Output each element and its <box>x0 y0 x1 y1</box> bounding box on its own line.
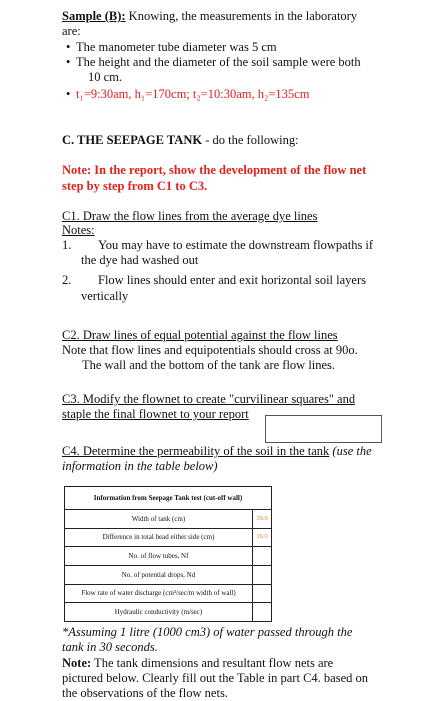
popup-box <box>265 415 382 443</box>
bullet-icon: • <box>66 55 71 69</box>
bullet-icon: • <box>66 87 71 101</box>
c4-title-cont: information in the table below) <box>62 459 218 473</box>
c2-text: Note that flow lines and equipotentials should cross at 90o. <box>62 343 358 357</box>
table-row <box>65 565 272 584</box>
table-cell-label: Flow rate of water discharge (cm³/sec/m width of wall) <box>65 584 253 603</box>
footer-note-text: The tank dimensions and resultant flow nets are <box>91 656 334 670</box>
table-cell-label: No. of flow tubes, Nf <box>65 547 253 566</box>
c2-text-cont: The wall and the bottom of the tank are flow lines. <box>82 358 336 372</box>
sample-b-intro <box>62 9 357 24</box>
c1-note-number: 1. <box>62 238 72 252</box>
bullet-icon: • <box>66 40 71 54</box>
section-c-heading: C. THE SEEPAGE TANK <box>62 133 203 147</box>
table-row <box>65 509 272 528</box>
assumption-text-cont: tank in 30 seconds. <box>62 640 158 654</box>
c1-note-number: 2. <box>62 273 72 287</box>
table-header: Information from Seepage Tank test (cut-off wall) <box>65 487 272 510</box>
sample-b-intro-text: Knowing, the measurements in the laboratory <box>125 9 358 23</box>
bullet-text: The manometer tube diameter was 5 cm <box>76 40 277 54</box>
table-row <box>65 603 272 622</box>
table-header-row <box>65 487 272 510</box>
bullet-continuation: 10 cm. <box>88 70 123 84</box>
table-cell-value <box>253 565 272 584</box>
table-cell-label: Hydraulic conductivity (m/sec) <box>65 603 253 622</box>
c3-title: C3. Modify the flownet to create "curvilinear squares" and <box>62 392 356 406</box>
bullet-item <box>66 40 277 55</box>
table-cell-value: 39.0 <box>253 509 272 528</box>
seepage-table <box>64 486 272 622</box>
section-c-heading-rest: - do the following: <box>202 133 299 147</box>
footer-note-cont: pictured below. Clearly fill out the Table in part C4. based on <box>62 671 368 685</box>
sample-b-heading: Sample (B): <box>62 9 126 23</box>
c1-note-text-cont: vertically <box>81 289 129 303</box>
report-note: Note: In the report, show the development of the flow net <box>62 163 367 177</box>
bullet-item <box>66 87 309 102</box>
c1-note-text: Flow lines should enter and exit horizontal soil layers <box>98 273 367 287</box>
table-cell-value <box>253 547 272 566</box>
bullet-item <box>66 55 361 70</box>
sample-b-intro-cont: are: <box>62 24 81 38</box>
c4-title-text: C4. Determine the permeability of the soil in the tank <box>62 444 330 458</box>
table-row <box>65 528 272 547</box>
table-cell-value: 16.0 <box>253 528 272 547</box>
c1-note-text: You may have to estimate the downstream flowpaths if <box>98 238 374 252</box>
c1-note-text-cont: the dye had washed out <box>81 253 199 267</box>
c4-title <box>62 444 372 459</box>
table-cell-label: Difference in total head either side (cm) <box>65 528 253 547</box>
c1-title: C1. Draw the flow lines from the average dye lines <box>62 209 318 223</box>
table-cell-value <box>253 584 272 603</box>
c2-title: C2. Draw lines of equal potential against the flow lines <box>62 328 338 342</box>
table-cell-label: Width of tank (cm) <box>65 509 253 528</box>
c4-title-italic: (use the <box>329 444 372 458</box>
table-row <box>65 584 272 603</box>
footer-note-cont: the observations of the flow nets. <box>62 686 228 700</box>
bullet-text: The height and the diameter of the soil sample were both <box>76 55 361 69</box>
section-c-title <box>62 133 299 148</box>
times-text: t₁=9:30am, h₁=170cm; t₂=10:30am, h₂=135cm <box>76 87 310 101</box>
table-row <box>65 547 272 566</box>
footer-note-label: Note: <box>62 656 92 670</box>
footer-note <box>62 656 333 671</box>
report-note-cont: step by step from C1 to C3. <box>62 179 208 193</box>
table-cell-label: No. of potential drops, Nd <box>65 565 253 584</box>
table-cell-value <box>253 603 272 622</box>
c1-notes-label: Notes: <box>62 223 95 237</box>
assumption-text: *Assuming 1 litre (1000 cm3) of water passed through the <box>62 625 353 639</box>
c3-title-cont: staple the final flownet to your report <box>62 407 249 421</box>
